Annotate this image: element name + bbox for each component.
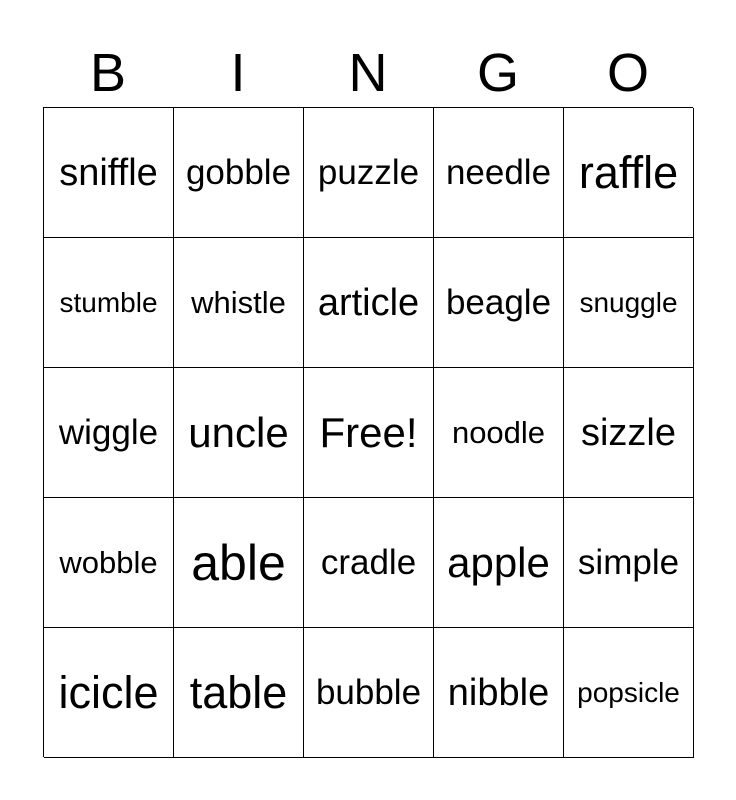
cell-word: gobble xyxy=(185,153,292,192)
header-letter-i: I xyxy=(230,43,246,103)
bingo-cell xyxy=(434,628,564,758)
bingo-cell xyxy=(174,498,304,628)
bingo-cell xyxy=(564,628,694,758)
cell-word: sizzle xyxy=(580,411,677,454)
bingo-header xyxy=(43,40,693,106)
cell-word: able xyxy=(191,534,286,591)
bingo-cell xyxy=(44,368,174,498)
bingo-cell xyxy=(434,498,564,628)
bingo-cell xyxy=(44,628,174,758)
bingo-cell xyxy=(304,498,434,628)
cell-word: table xyxy=(189,667,288,718)
bingo-cell xyxy=(304,238,434,368)
cell-word: apple xyxy=(447,538,550,586)
bingo-cell xyxy=(434,368,564,498)
cell-word: article xyxy=(317,281,420,324)
cell-word: uncle xyxy=(188,408,289,456)
cell-word: bubble xyxy=(315,673,422,712)
cell-word: snuggle xyxy=(579,286,678,318)
cell-word: beagle xyxy=(445,283,552,322)
bingo-cell xyxy=(564,238,694,368)
bingo-cell xyxy=(44,498,174,628)
header-letter-g: G xyxy=(476,43,519,103)
header-letter-n: N xyxy=(348,43,388,103)
bingo-cell xyxy=(44,108,174,238)
bingo-cell xyxy=(434,238,564,368)
bingo-cell xyxy=(564,498,694,628)
cell-word: wobble xyxy=(59,545,158,580)
cell-word: Free! xyxy=(319,408,418,456)
cell-word: popsicle xyxy=(577,676,680,708)
cell-word: noodle xyxy=(451,415,546,450)
header-letter-o: O xyxy=(606,43,649,103)
cell-word: puzzle xyxy=(317,153,420,192)
cell-word: stumble xyxy=(59,286,158,318)
bingo-cell xyxy=(174,368,304,498)
bingo-cell xyxy=(174,108,304,238)
cell-word: nibble xyxy=(447,671,550,714)
bingo-cell xyxy=(434,108,564,238)
bingo-board xyxy=(43,107,693,757)
bingo-cell xyxy=(564,108,694,238)
cell-word: whistle xyxy=(191,285,286,320)
cell-word: simple xyxy=(577,543,680,582)
free-space xyxy=(304,368,434,498)
cell-word: cradle xyxy=(320,543,417,582)
bingo-cell xyxy=(44,238,174,368)
bingo-cell xyxy=(174,628,304,758)
cell-word: needle xyxy=(445,153,552,192)
bingo-cell xyxy=(174,238,304,368)
bingo-cell xyxy=(564,368,694,498)
bingo-cell xyxy=(304,108,434,238)
bingo-cell xyxy=(304,628,434,758)
header-letter-b: B xyxy=(89,43,127,103)
cell-word: icicle xyxy=(58,667,159,718)
cell-word: sniffle xyxy=(59,151,158,194)
cell-word: wiggle xyxy=(58,413,159,452)
cell-word: raffle xyxy=(578,147,679,198)
